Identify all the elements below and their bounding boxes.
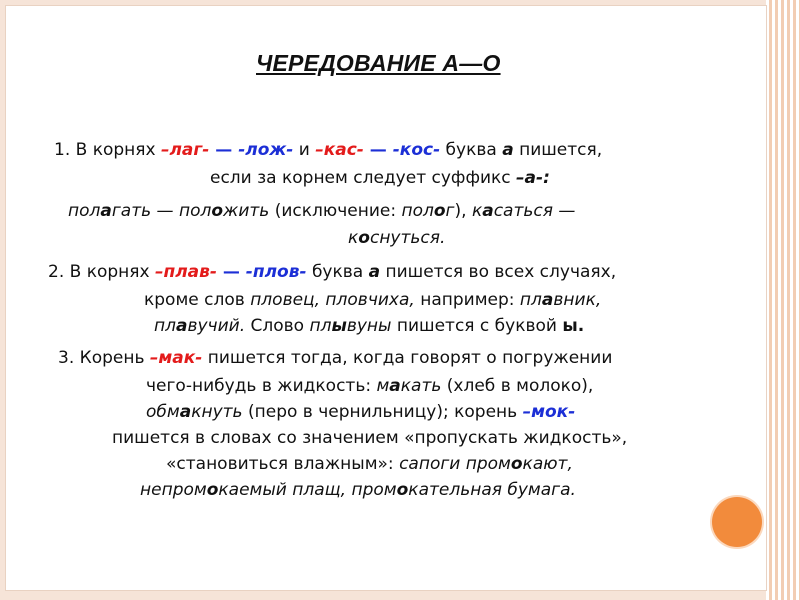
text: и (293, 140, 316, 160)
root-kas: –кас- (315, 140, 364, 160)
rule-3-line-5 (166, 454, 573, 474)
text: Слово (245, 316, 310, 336)
rule-1-line-1 (54, 140, 602, 160)
text: кают, (522, 454, 573, 474)
rule-1-line-2 (210, 168, 550, 188)
text: чего-нибудь в жидкость: (146, 376, 377, 396)
decorative-circle (712, 497, 762, 547)
letter-a: а (502, 140, 514, 160)
root-lozh: -лож- (238, 140, 294, 160)
letter: о (510, 454, 523, 474)
suffix-a: –а-: (516, 168, 550, 188)
text: (хлеб в молоко), (441, 376, 594, 396)
rule-3-line-4 (112, 428, 627, 448)
letter: а (179, 402, 192, 422)
root-plav: –плав- (154, 262, 217, 282)
text: буква (306, 262, 369, 282)
text: снуться. (369, 228, 446, 248)
text: «становиться влажным»: (166, 454, 400, 474)
rule-2-line-3 (154, 316, 584, 336)
letter-y: ы. (562, 316, 585, 336)
text: пишется тогда, когда говорят о погружении (202, 348, 613, 368)
slide (6, 6, 766, 590)
text: пл (309, 316, 332, 336)
text: пишется, (513, 140, 603, 160)
root-plov: -плов- (245, 262, 307, 282)
letter-a: а (368, 262, 381, 282)
text: (исключение: (269, 201, 402, 221)
letter: а (541, 290, 554, 310)
slide-title: ЧЕРЕДОВАНИЕ А—О (256, 50, 501, 76)
text: пл (519, 290, 542, 310)
letter: а (389, 376, 401, 396)
letter: о (206, 480, 219, 500)
root-kos: -кос- (392, 140, 441, 160)
root-mok: –мок- (522, 402, 576, 422)
text: каемый плащ, пром (218, 480, 397, 500)
rule-3-line-3 (146, 402, 575, 422)
text: непром (140, 480, 207, 500)
text: пол (68, 201, 101, 221)
text: вучий. (187, 316, 246, 336)
text: сапоги пром (399, 454, 511, 474)
rule-3-line-1 (58, 348, 612, 368)
text: пишется с буквой (391, 316, 563, 336)
letter: а (175, 316, 188, 336)
text: 1. В корнях (54, 140, 161, 160)
text: 3. Корень (58, 348, 150, 368)
text: ), (454, 201, 472, 221)
text: вуны (346, 316, 392, 336)
root-lag: –лаг- (160, 140, 210, 160)
letter: о (211, 201, 224, 221)
letter: о (358, 228, 370, 248)
text: обм (146, 402, 180, 422)
root-mak: –мак- (149, 348, 203, 368)
text: буква (440, 140, 503, 160)
rule-1-line-3 (68, 201, 575, 221)
letter: ы (331, 316, 347, 336)
text: пол (401, 201, 434, 221)
text: пловец, пловчиха, (250, 290, 415, 310)
rule-2-line-1 (48, 262, 616, 282)
text: кательная бумага. (408, 480, 576, 500)
text: гать — пол (111, 201, 212, 221)
rule-3-line-6 (140, 480, 576, 500)
text: (перо в чернильницу); корень (242, 402, 523, 422)
text: пл (154, 316, 176, 336)
letter: а (100, 201, 112, 221)
text: к (471, 201, 483, 221)
rule-3-line-2 (146, 376, 593, 396)
dash: — (363, 140, 393, 160)
text: пишется во всех случаях, (380, 262, 617, 282)
text: м (376, 376, 390, 396)
letter: а (482, 201, 494, 221)
text: вник, (553, 290, 602, 310)
dash: — (216, 262, 246, 282)
text: саться — (493, 201, 576, 221)
rule-2-line-2 (144, 290, 601, 310)
letter: о (396, 480, 409, 500)
text: г (445, 201, 455, 221)
text: кроме слов (144, 290, 251, 310)
text: 2. В корнях (48, 262, 155, 282)
text: пишется в словах со значением «пропускать жидкость», (112, 428, 628, 448)
letter: о (433, 201, 446, 221)
text: жить (223, 201, 270, 221)
text: например: (414, 290, 520, 310)
dash: — (209, 140, 239, 160)
text: кнуть (191, 402, 243, 422)
text: к (348, 228, 359, 248)
decorative-stripes (766, 0, 800, 600)
text: кать (400, 376, 442, 396)
text: если за корнем следует суффикс (210, 168, 517, 188)
rule-1-line-4 (348, 228, 445, 248)
